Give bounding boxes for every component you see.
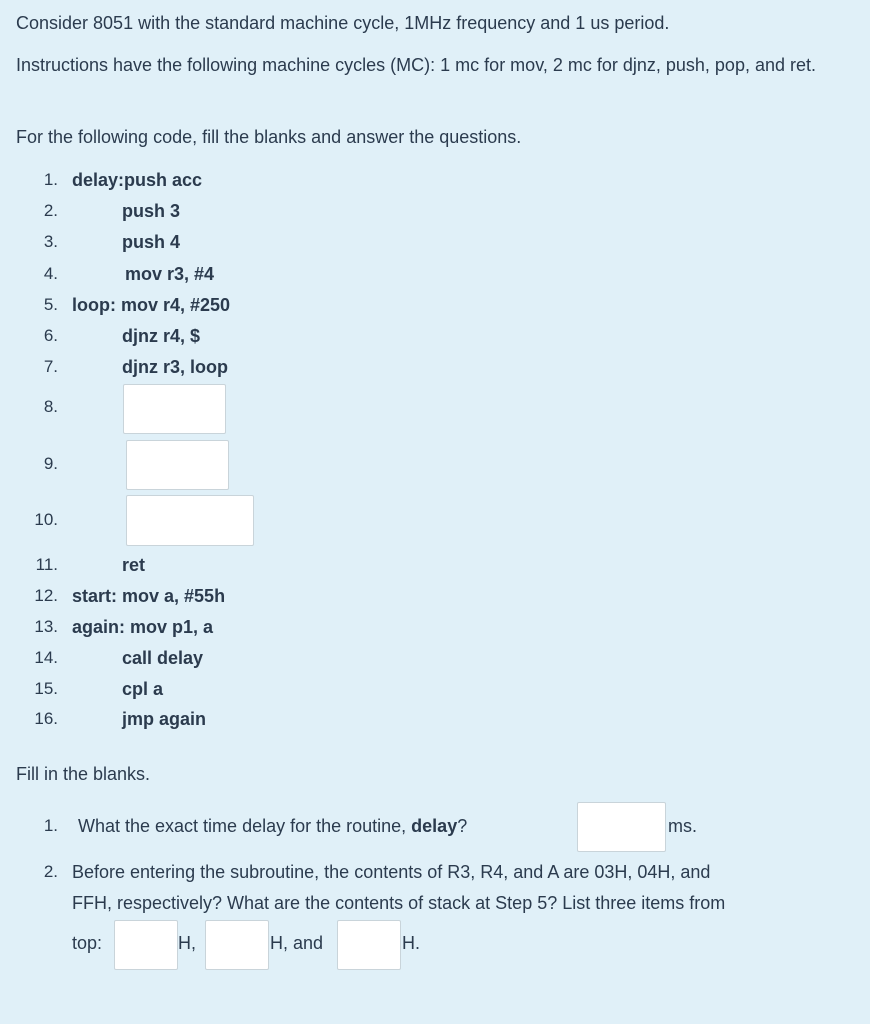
question-number: 2. [43, 862, 58, 881]
line-number: 14. [34, 648, 58, 667]
intro-paragraph-3: For the following code, fill the blanks and answer the questions. [16, 127, 522, 147]
line-number: 12. [34, 586, 58, 605]
code-blank-input[interactable] [126, 495, 254, 546]
line-number: 3. [43, 232, 58, 251]
code-line: again: mov p1, a [72, 617, 214, 637]
line-number: 16. [34, 709, 58, 728]
question-2-line-2: FFH, respectively? What are the contents of stack at Step 5? List three items from [72, 893, 726, 913]
top-label: top: [72, 933, 103, 953]
question-1-prefix: What the exact time delay for the routine, [78, 816, 412, 836]
stack-item-2-input[interactable] [205, 920, 269, 970]
question-1-bold: delay [411, 816, 458, 836]
question-1-suffix: ? [457, 816, 468, 836]
line-number: 2. [43, 201, 58, 220]
code-line: jmp again [122, 709, 207, 729]
separator-2: H, and [270, 933, 324, 953]
line-number: 6. [43, 326, 58, 345]
code-line: call delay [122, 648, 204, 668]
line-number: 8. [43, 397, 58, 416]
line-number: 10. [34, 510, 58, 529]
intro-paragraph-1: Consider 8051 with the standard machine cycle, 1MHz frequency and 1 us period. [16, 13, 670, 33]
line-number: 11. [35, 555, 58, 574]
separator-1: H, [178, 933, 196, 953]
code-line: cpl a [122, 679, 164, 699]
line-number: 7. [43, 357, 58, 376]
code-line: push 3 [122, 201, 181, 221]
question-2-line-1: Before entering the subroutine, the contents of R3, R4, and A are 03H, 04H, and [72, 862, 711, 882]
question-1-text [78, 816, 467, 837]
unit-label: ms. [668, 816, 697, 836]
code-line: mov r3, #4 [125, 264, 215, 284]
intro-paragraph-2: Instructions have the following machine cycles (MC): 1 mc for mov, 2 mc for djnz, push, pop, and ret. [16, 55, 816, 75]
line-number: 4. [43, 264, 58, 283]
code-line: ret [122, 555, 146, 575]
line-number: 15. [34, 679, 58, 698]
line-number: 1. [43, 170, 58, 189]
code-blank-input[interactable] [126, 440, 229, 490]
separator-3: H. [402, 933, 420, 953]
delay-answer-input[interactable] [577, 802, 666, 852]
code-blank-input[interactable] [123, 384, 226, 434]
code-line: delay:push acc [72, 170, 203, 190]
stack-item-3-input[interactable] [337, 920, 401, 970]
stack-item-1-input[interactable] [114, 920, 178, 970]
code-line: djnz r3, loop [122, 357, 228, 377]
code-line: start: mov a, #55h [72, 586, 226, 606]
line-number: 5. [43, 295, 58, 314]
line-number: 13. [34, 617, 58, 636]
line-number: 9. [43, 454, 58, 473]
question-number: 1. [43, 816, 58, 835]
code-line: loop: mov r4, #250 [72, 295, 231, 315]
code-line: djnz r4, $ [122, 326, 201, 346]
fill-heading: Fill in the blanks. [16, 764, 151, 784]
code-line: push 4 [122, 232, 181, 252]
